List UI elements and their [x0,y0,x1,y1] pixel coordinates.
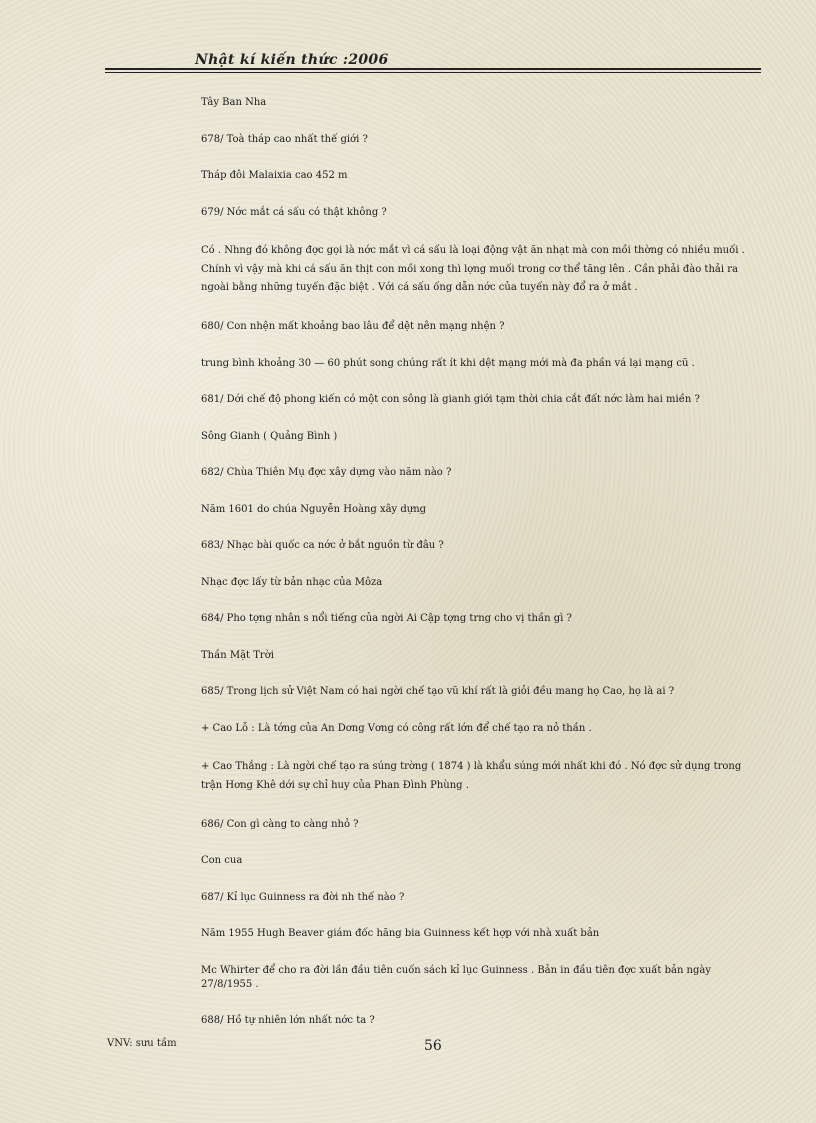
answer-paragraph: Năm 1601 do chúa Nguyễn Hoàng xây dựng [201,503,427,515]
question-paragraph: 679/ Nớc mắt cá sấu có thật không ? [201,206,387,218]
question-paragraph: 688/ Hồ tự nhiên lớn nhất nớc ta ? [201,1015,375,1026]
header-rule-thin [105,72,761,73]
header-title: Nhật kí kiến thức :2006 [195,52,389,68]
answer-paragraph: Thần Mặt Trời [201,649,274,661]
answer-paragraph: + Cao Thắng : Là ngời chế tạo ra súng trờng ( 1874 ) là khẩu súng mới nhất khi đó . Nó đợc sử dụng trong trận Hơng Khê dới sự chỉ huy của Phan Đình Phùng . [201,761,742,791]
question-paragraph: 684/ Pho tợng nhân s nổi tiếng của ngời Ai Cập tợng trng cho vị thần gì ? [201,613,572,624]
answer-paragraph: Mc Whirter để cho ra đời lần đầu tiên cuốn sách kỉ lục Guinness . Bản in đầu tiên đợc xuất bản ngày 27/8/1955 . [201,964,712,990]
answer-paragraph: Năm 1955 Hugh Beaver giám đốc hãng bia Guinness kết hợp với nhà xuất bản [201,928,600,939]
answer-paragraph: trung bình khoảng 30 — 60 phút song chúng rất ít khi dệt mạng mới mà đa phần vá lại mạng cũ . [201,357,695,369]
answer-paragraph: Có . Nhng đó không đợc gọi là nớc mắt vì cá sấu là loại động vật ăn nhạt mà con mồi thờng có nhiều muối . Chính vì vậy mà khi cá sấu ăn thịt con mồi xong thì lợng muối trong cơ thể tăng lên . Cần phải đào thải ra ngoài bằng những tuyến đặc biệt . Với cá sấu ống dẫn nớc của tuyến này đổ ra ở mắt . [201,245,745,293]
question-paragraph: 683/ Nhạc bài quốc ca nớc ở bắt nguồn từ đâu ? [201,540,444,551]
page-number: 56 [424,1038,442,1054]
answer-paragraph: + Cao Lỗ : Là tớng của An Dơng Vơng có công rất lớn để chế tạo ra nỏ thần . [201,722,592,734]
question-paragraph: 681/ Dới chế độ phong kiến có một con sông là gianh giới tạm thời chia cắt đất nớc làm hai miền ? [201,394,700,405]
answer-paragraph: Nhạc đợc lấy từ bản nhạc của Môza [201,576,383,588]
answer-paragraph: Con cua [201,855,243,866]
header-rule-thick [105,68,761,70]
answer-paragraph: Tây Ban Nha [201,97,267,108]
question-paragraph: 686/ Con gì càng to càng nhỏ ? [201,818,359,830]
question-paragraph: 682/ Chùa Thiên Mụ đợc xây dựng vào năm nào ? [201,467,452,478]
question-paragraph: 680/ Con nhện mất khoảng bao lâu để dệt nên mạng nhện ? [201,321,505,332]
page-content [201,96,761,1051]
question-paragraph: 687/ Kỉ lục Guinness ra đời nh thế nào ? [201,891,405,903]
footer-credit: VNV: sưu tầm [107,1038,177,1049]
answer-paragraph: Sông Gianh ( Quảng Bình ) [201,430,338,442]
answer-paragraph: Tháp đôi Malaixia cao 452 m [201,170,348,181]
question-paragraph: 678/ Toà tháp cao nhất thế giới ? [201,133,368,145]
question-paragraph: 685/ Trong lịch sử Việt Nam có hai ngời chế tạo vũ khí rất là giỏi đều mang họ Cao, họ là ai ? [201,686,675,697]
